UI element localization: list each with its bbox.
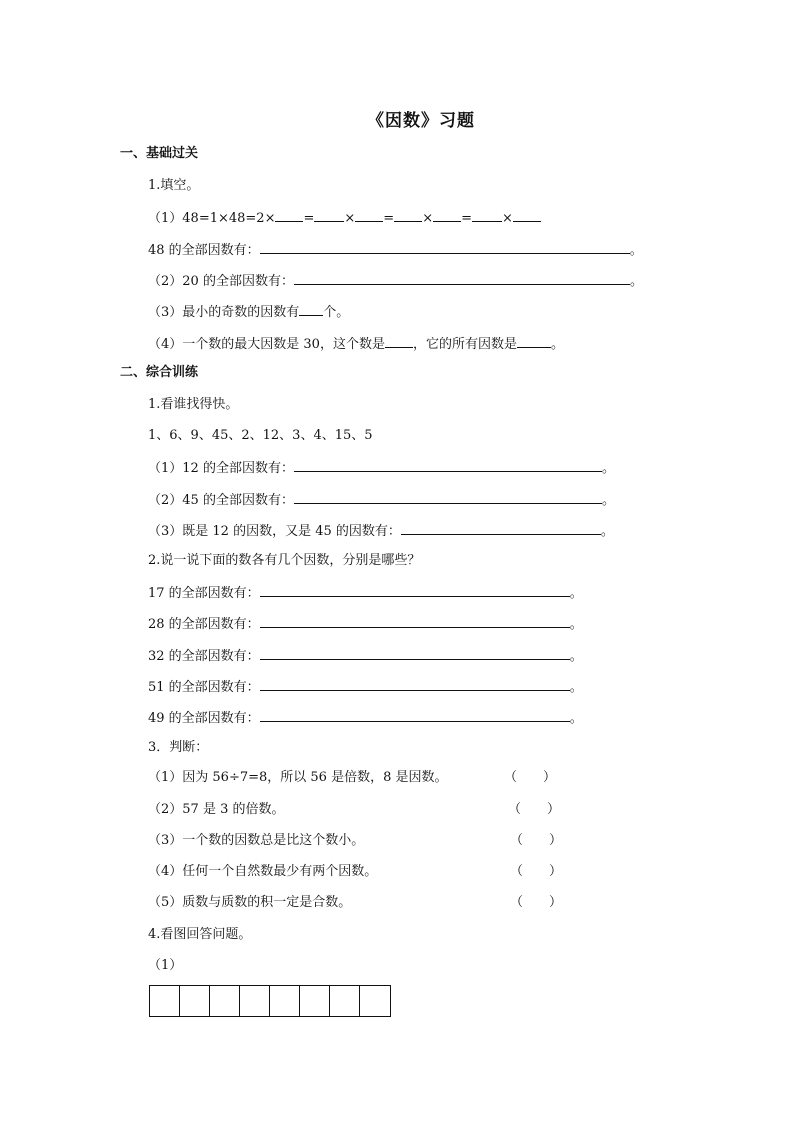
square-grid — [149, 985, 391, 1017]
answer-blank[interactable] — [433, 208, 461, 222]
times-sign: × — [422, 211, 434, 226]
fill-line-label: （2）20 的全部因数有： — [148, 274, 294, 289]
fill-line-48 — [148, 240, 643, 260]
judge-item-1: （1）因为 56÷7=8，所以 56 是倍数，8 是因数。 — [148, 770, 448, 785]
judge-answer-box[interactable]: （ ） — [504, 770, 557, 785]
period-mark: 。 — [550, 337, 564, 352]
fill-line-label: 51 的全部因数有： — [148, 680, 260, 695]
fill-line-label: （2）45 的全部因数有： — [148, 493, 294, 508]
judge-answer-box[interactable]: （ ） — [510, 864, 563, 879]
answer-blank[interactable] — [401, 521, 601, 535]
equals-sign: = — [303, 211, 315, 226]
question-label: 1.看谁找得快。 — [148, 397, 239, 412]
grid-square — [270, 986, 300, 1016]
factor-line-17 — [148, 583, 583, 603]
answer-blank[interactable] — [275, 208, 303, 222]
judge-item-2: （2）57 是 3 的倍数。 — [148, 802, 285, 817]
judge-item-3: （3）一个数的因数总是比这个数小。 — [148, 833, 365, 848]
equals-sign: = — [461, 211, 472, 226]
fill-line-label: （4）一个数的最大因数是 30，这个数是 — [148, 337, 385, 352]
answer-blank[interactable] — [394, 208, 422, 222]
question-label: 4.看图回答问题。 — [148, 927, 252, 942]
period-mark: 。 — [569, 680, 583, 695]
fill-line-label: （3）既是 12 的因数，又是 45 的因数有： — [148, 524, 401, 539]
factor-line-51 — [148, 677, 583, 697]
answer-blank[interactable] — [294, 490, 602, 504]
period-mark: 。 — [569, 649, 583, 664]
period-mark: 。 — [569, 586, 583, 601]
find-item-1 — [148, 458, 615, 478]
factor-line-28 — [148, 614, 583, 634]
question-label: 1.填空。 — [148, 178, 200, 193]
grid-square — [300, 986, 330, 1016]
answer-blank[interactable] — [294, 271, 630, 285]
period-mark: 。 — [569, 617, 583, 632]
fill-item-1 — [148, 208, 541, 228]
fill-item-1-prefix: （1）48=1×48=2× — [148, 211, 276, 226]
answer-blank[interactable] — [260, 677, 570, 691]
period-mark: 。 — [629, 243, 643, 258]
period-mark: 。 — [601, 493, 615, 508]
answer-blank[interactable] — [260, 614, 570, 628]
question-label: 3．判断： — [148, 740, 209, 755]
answer-blank[interactable] — [260, 708, 570, 722]
fill-line-label: 32 的全部因数有： — [148, 649, 260, 664]
period-mark: 。 — [600, 524, 614, 539]
answer-blank[interactable] — [517, 334, 551, 348]
fill-line-label: 48 的全部因数有： — [148, 243, 260, 258]
answer-blank[interactable] — [513, 208, 541, 222]
period-mark: 。 — [629, 274, 643, 289]
grid-square — [360, 986, 390, 1016]
answer-blank[interactable] — [260, 583, 570, 597]
sub-question-label: （1） — [148, 958, 183, 973]
factor-line-32 — [148, 646, 583, 666]
answer-blank[interactable] — [314, 208, 344, 222]
question-label: 2.说一说下面的数各有几个因数，分别是哪些？ — [148, 553, 421, 568]
fill-line-suffix: 个。 — [323, 305, 350, 320]
grid-square — [180, 986, 210, 1016]
fill-line-label: （3）最小的奇数的因数有 — [148, 305, 300, 320]
equals-sign: = — [383, 211, 395, 226]
answer-blank[interactable] — [294, 458, 602, 472]
judge-answer-box[interactable]: （ ） — [510, 895, 563, 910]
judge-answer-box[interactable]: （ ） — [510, 833, 563, 848]
answer-blank[interactable] — [355, 208, 383, 222]
times-sign: × — [344, 211, 356, 226]
period-mark: 。 — [569, 711, 583, 726]
fill-line-label: 28 的全部因数有： — [148, 617, 260, 632]
fill-item-4 — [148, 334, 564, 354]
grid-square — [240, 986, 270, 1016]
judge-item-5: （5）质数与质数的积一定是合数。 — [148, 895, 352, 910]
fill-line-label: （1）12 的全部因数有： — [148, 461, 294, 476]
factor-line-49 — [148, 708, 583, 728]
fill-item-3 — [148, 302, 349, 322]
fill-item-2 — [148, 271, 643, 291]
answer-blank[interactable] — [260, 646, 570, 660]
period-mark: 。 — [601, 461, 615, 476]
section-heading-basic: 一、基础过关 — [120, 146, 199, 161]
page-title: 《因数》习题 — [367, 111, 475, 131]
find-item-2 — [148, 490, 615, 510]
grid-square — [210, 986, 240, 1016]
answer-blank[interactable] — [260, 240, 630, 254]
fill-line-mid: ，它的所有因数是 — [412, 337, 517, 352]
fill-line-label: 49 的全部因数有： — [148, 711, 260, 726]
number-list: 1、6、9、45、2、12、3、4、15、5 — [148, 428, 373, 443]
judge-answer-box[interactable]: （ ） — [508, 802, 561, 817]
find-item-3 — [148, 521, 614, 541]
grid-square — [150, 986, 180, 1016]
section-heading-training: 二、综合训练 — [120, 365, 199, 380]
answer-blank[interactable] — [472, 208, 502, 222]
answer-blank[interactable] — [385, 334, 413, 348]
judge-item-4: （4）任何一个自然数最少有两个因数。 — [148, 864, 378, 879]
answer-blank[interactable] — [299, 302, 323, 316]
times-sign: × — [502, 211, 513, 226]
fill-line-label: 17 的全部因数有： — [148, 586, 260, 601]
grid-square — [330, 986, 360, 1016]
